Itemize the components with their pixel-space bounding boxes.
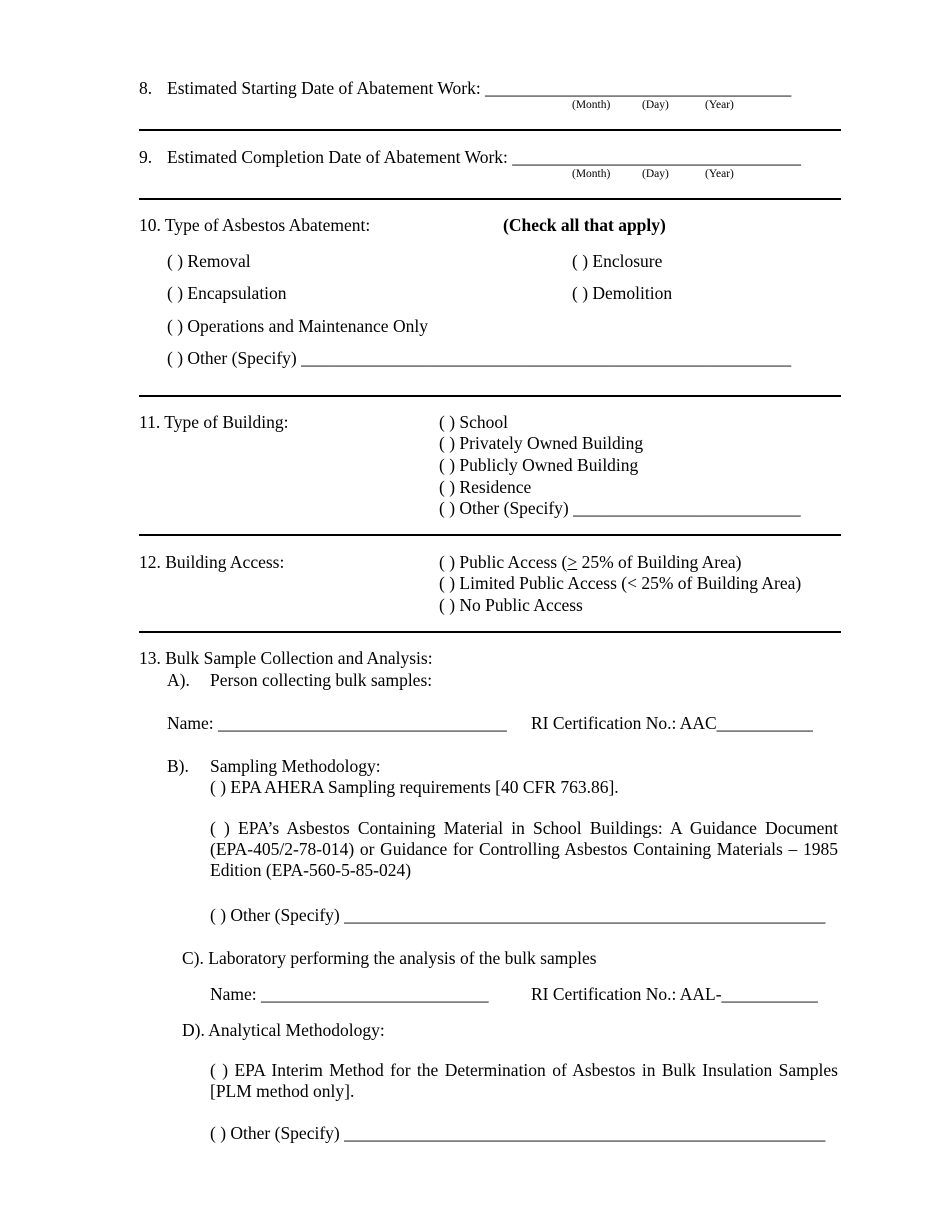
section-divider: [139, 198, 841, 200]
q8-number: 8.: [139, 78, 153, 98]
q13-a-certification-field[interactable]: RI Certification No.: AAC___________: [531, 713, 813, 733]
q12-public-access-checkbox[interactable]: [439, 554, 741, 572]
q12-title: 12. Building Access:: [139, 552, 285, 572]
q10-instruction: (Check all that apply): [503, 215, 666, 235]
q8-day-caption: (Day): [642, 99, 669, 111]
q13-a-label: A).: [167, 670, 190, 690]
q10-om-checkbox[interactable]: ( ) Operations and Maintenance Only: [167, 316, 428, 336]
q10-demolition-checkbox[interactable]: ( ) Demolition: [572, 283, 673, 303]
q11-public-checkbox[interactable]: ( ) Publicly Owned Building: [439, 455, 639, 475]
q13-c-heading: C). Laboratory performing the analysis of the bulk samples: [182, 948, 597, 968]
section-divider: [139, 129, 841, 131]
q12-no-access-checkbox[interactable]: ( ) No Public Access: [439, 595, 583, 615]
q11-private-checkbox[interactable]: ( ) Privately Owned Building: [439, 433, 644, 453]
q13-b-other-field[interactable]: ( ) Other (Specify) _______________________________________________________: [210, 905, 826, 925]
q13-b-ahera-checkbox[interactable]: ( ) EPA AHERA Sampling requirements [40 CFR 763.86].: [210, 777, 619, 797]
q12-public-access-threshold: 25% of Building Area): [577, 552, 742, 572]
q13-title: 13. Bulk Sample Collection and Analysis:: [139, 648, 433, 668]
section-divider: [139, 534, 841, 536]
q9-completion-date-field[interactable]: Estimated Completion Date of Abatement Work: _________________________________: [167, 147, 802, 167]
q13-c-name-field[interactable]: Name: __________________________: [210, 984, 489, 1004]
q8-year-caption: (Year): [705, 99, 734, 111]
q9-day-caption: (Day): [642, 168, 669, 180]
q11-other-field[interactable]: ( ) Other (Specify) __________________________: [439, 498, 801, 518]
section-divider: [139, 395, 841, 397]
q13-b-guidance-checkbox[interactable]: ( ) EPA’s Asbestos Containing Material in School Buildings: A Guidance Document (EPA-405/2-78-014) or Guidance for Controlling Asbestos Containing Materials – 1985 Edition (EPA-560-5-85-024): [210, 818, 838, 880]
q10-removal-checkbox[interactable]: ( ) Removal: [167, 251, 251, 271]
q9-month-caption: (Month): [572, 168, 611, 180]
q12-limited-access-checkbox[interactable]: ( ) Limited Public Access (< 25% of Building Area): [439, 573, 802, 593]
q11-school-checkbox[interactable]: ( ) School: [439, 412, 509, 432]
section-divider: [139, 631, 841, 633]
q12-public-access-label: ( ) Public Access (: [439, 552, 568, 572]
q13-a-name-field[interactable]: Name: _________________________________: [167, 713, 507, 733]
q10-title: 10. Type of Asbestos Abatement:: [139, 215, 371, 235]
q13-d-heading: D). Analytical Methodology:: [182, 1020, 385, 1040]
q13-b-label: B).: [167, 756, 189, 776]
q10-encapsulation-checkbox[interactable]: ( ) Encapsulation: [167, 283, 287, 303]
q13-d-plm-checkbox[interactable]: ( ) EPA Interim Method for the Determination of Asbestos in Bulk Insulation Samples [PLM method only].: [210, 1060, 838, 1101]
q11-residence-checkbox[interactable]: ( ) Residence: [439, 477, 532, 497]
q10-enclosure-checkbox[interactable]: ( ) Enclosure: [572, 251, 663, 271]
q11-title: 11. Type of Building:: [139, 412, 289, 432]
q9-year-caption: (Year): [705, 168, 734, 180]
q13-c-certification-field[interactable]: RI Certification No.: AAL-___________: [531, 984, 818, 1004]
q8-start-date-field[interactable]: Estimated Starting Date of Abatement Work: ___________________________________: [167, 78, 792, 98]
q9-number: 9.: [139, 147, 153, 167]
q10-other-field[interactable]: ( ) Other (Specify) ________________________________________________________: [167, 348, 792, 368]
q13-d-other-field[interactable]: ( ) Other (Specify) _______________________________________________________: [210, 1123, 826, 1143]
greater-equal-symbol: >: [567, 552, 578, 572]
q13-a-heading: Person collecting bulk samples:: [210, 670, 433, 690]
q8-month-caption: (Month): [572, 99, 611, 111]
q13-b-heading: Sampling Methodology:: [210, 756, 381, 776]
